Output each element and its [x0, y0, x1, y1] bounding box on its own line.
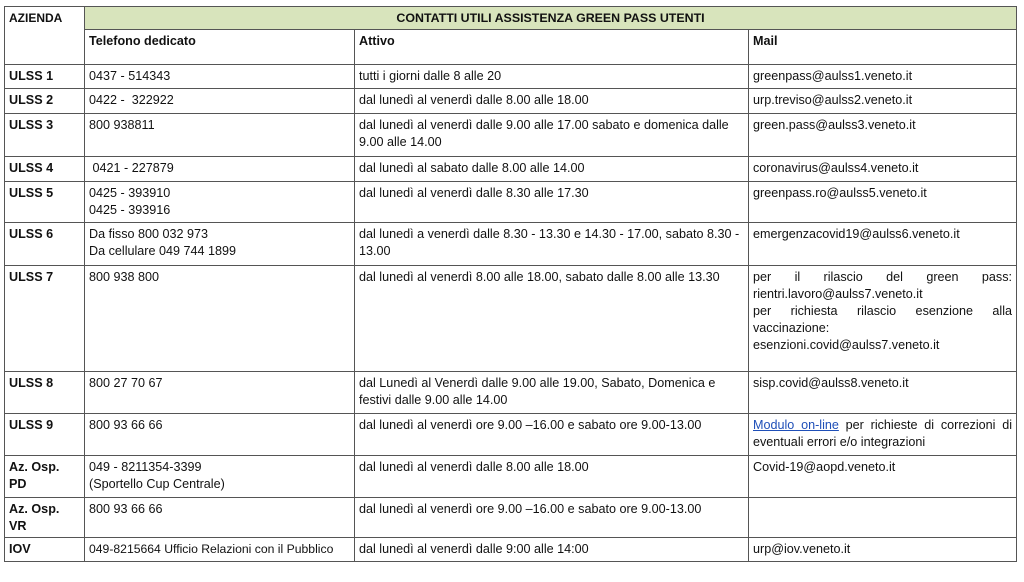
table-row: [5, 157, 1017, 182]
table-row: [5, 538, 1017, 562]
table-row: [5, 182, 1017, 223]
org-name: ULSS 5: [5, 182, 85, 223]
org-name: ULSS 2: [5, 89, 85, 114]
email-address: esenzioni.covid@aulss7.veneto.it: [753, 338, 940, 352]
phone-cell: [85, 223, 355, 266]
hours-cell: dal lunedì al venerdì ore 9.00 –16.00 e sabato ore 9.00-13.00: [355, 414, 749, 456]
table-row: [5, 65, 1017, 89]
table-row: [5, 89, 1017, 114]
hours-cell: dal lunedì al venerdì dalle 9.00 alle 17.00 sabato e domenica dalle 9.00 alle 14.00: [355, 114, 749, 157]
table-header-row: [5, 7, 1017, 30]
org-name: ULSS 7: [5, 266, 85, 372]
phone-cell: [85, 89, 355, 114]
phone-number: 800 93 66 66: [89, 418, 163, 432]
phone-number: 800 27 70 67: [89, 376, 163, 390]
phone-cell: [85, 182, 355, 223]
phone-number: 0425 - 393916: [89, 203, 171, 217]
hours-cell: dal lunedì al venerdì dalle 8.00 alle 18.00: [355, 456, 749, 498]
phone-number: 800 938 800: [89, 270, 160, 284]
email-cell: [749, 498, 1017, 538]
email-cell: [749, 266, 1017, 372]
table-row: [5, 223, 1017, 266]
email-cell: greenpass.ro@aulss5.veneto.it: [749, 182, 1017, 223]
hours-cell: dal lunedì al venerdì ore 9.00 –16.00 e sabato ore 9.00-13.00: [355, 498, 749, 538]
org-name: ULSS 1: [5, 65, 85, 89]
phone-number: 049-8215664 Ufficio Relazioni con il Pubblico: [89, 542, 334, 556]
phone-cell: [85, 65, 355, 89]
org-name: ULSS 6: [5, 223, 85, 266]
org-name: ULSS 3: [5, 114, 85, 157]
email-cell: green.pass@aulss3.veneto.it: [749, 114, 1017, 157]
hours-cell: dal lunedì al venerdì dalle 9:00 alle 14:00: [355, 538, 749, 562]
column-header-mail: Mail: [749, 30, 1017, 65]
email-cell: sisp.covid@aulss8.veneto.it: [749, 372, 1017, 414]
modulo-online-link[interactable]: Modulo on-line: [753, 418, 839, 432]
phone-cell: [85, 538, 355, 562]
phone-number: 800 938811: [89, 118, 155, 132]
org-name: ULSS 4: [5, 157, 85, 182]
email-cell: greenpass@aulss1.veneto.it: [749, 65, 1017, 89]
hours-cell: dal lunedì al venerdì dalle 8.30 alle 17.30: [355, 182, 749, 223]
hours-cell: tutti i giorni dalle 8 alle 20: [355, 65, 749, 89]
column-header-attivo: Attivo: [355, 30, 749, 65]
phone-number: 049 - 8211354-3399: [89, 460, 202, 474]
email-cell: coronavirus@aulss4.veneto.it: [749, 157, 1017, 182]
hours-cell: dal lunedì al sabato dalle 8.00 alle 14.00: [355, 157, 749, 182]
org-name: Az. Osp. VR: [5, 498, 85, 538]
org-name: IOV: [5, 538, 85, 562]
phone-number: 0421 - 227879: [89, 161, 174, 175]
phone-cell: [85, 114, 355, 157]
table-row: [5, 456, 1017, 498]
table-row: [5, 266, 1017, 372]
table-title-banner: CONTATTI UTILI ASSISTENZA GREEN PASS UTENTI: [85, 7, 1017, 30]
hours-cell: dal lunedì al venerdì dalle 8.00 alle 18.00: [355, 89, 749, 114]
phone-number: Da fisso 800 032 973: [89, 227, 209, 241]
phone-number: 0437 - 514343: [89, 69, 171, 83]
phone-cell: [85, 498, 355, 538]
azienda-header: AZIENDA: [5, 7, 85, 65]
phone-number: Da cellulare 049 744 1899: [89, 244, 237, 258]
table-row: [5, 372, 1017, 414]
green-pass-contacts-table: [4, 6, 1017, 562]
column-header-row: [5, 30, 1017, 65]
org-name: ULSS 8: [5, 372, 85, 414]
email-note: vaccinazione:: [753, 321, 830, 335]
hours-cell: dal lunedì al venerdì 8.00 alle 18.00, sabato dalle 8.00 alle 13.30: [355, 266, 749, 372]
phone-note: (Sportello Cup Centrale): [89, 477, 225, 491]
email-cell: emergenzacovid19@aulss6.veneto.it: [749, 223, 1017, 266]
table-row: [5, 414, 1017, 456]
email-cell: Covid-19@aopd.veneto.it: [749, 456, 1017, 498]
phone-number: 0425 - 393910: [89, 186, 171, 200]
modulo-description: per richieste di correzioni di eventuali errori e/o integrazioni: [753, 418, 1013, 449]
phone-cell: [85, 266, 355, 372]
email-note: per il rilascio del green pass:: [753, 270, 1013, 284]
table-row: [5, 498, 1017, 538]
email-address: rientri.lavoro@aulss7.veneto.it: [753, 287, 923, 301]
phone-number: 0422 - 322922: [89, 93, 174, 107]
phone-cell: [85, 456, 355, 498]
org-name: Az. Osp. PD: [5, 456, 85, 498]
org-name: ULSS 9: [5, 414, 85, 456]
phone-cell: [85, 372, 355, 414]
hours-cell: dal Lunedì al Venerdì dalle 9.00 alle 19.00, Sabato, Domenica e festivi dalle 9.00 alle 14.00: [355, 372, 749, 414]
phone-number: 800 93 66 66: [89, 502, 163, 516]
table-row: [5, 114, 1017, 157]
email-cell: [749, 414, 1017, 456]
email-note: per richiesta rilascio esenzione alla: [753, 304, 1013, 318]
column-header-telefono: Telefono dedicato: [85, 30, 355, 65]
email-cell: urp@iov.veneto.it: [749, 538, 1017, 562]
phone-cell: [85, 157, 355, 182]
phone-cell: [85, 414, 355, 456]
email-cell: urp.treviso@aulss2.veneto.it: [749, 89, 1017, 114]
hours-cell: dal lunedì a venerdì dalle 8.30 - 13.30 e 14.30 - 17.00, sabato 8.30 - 13.00: [355, 223, 749, 266]
